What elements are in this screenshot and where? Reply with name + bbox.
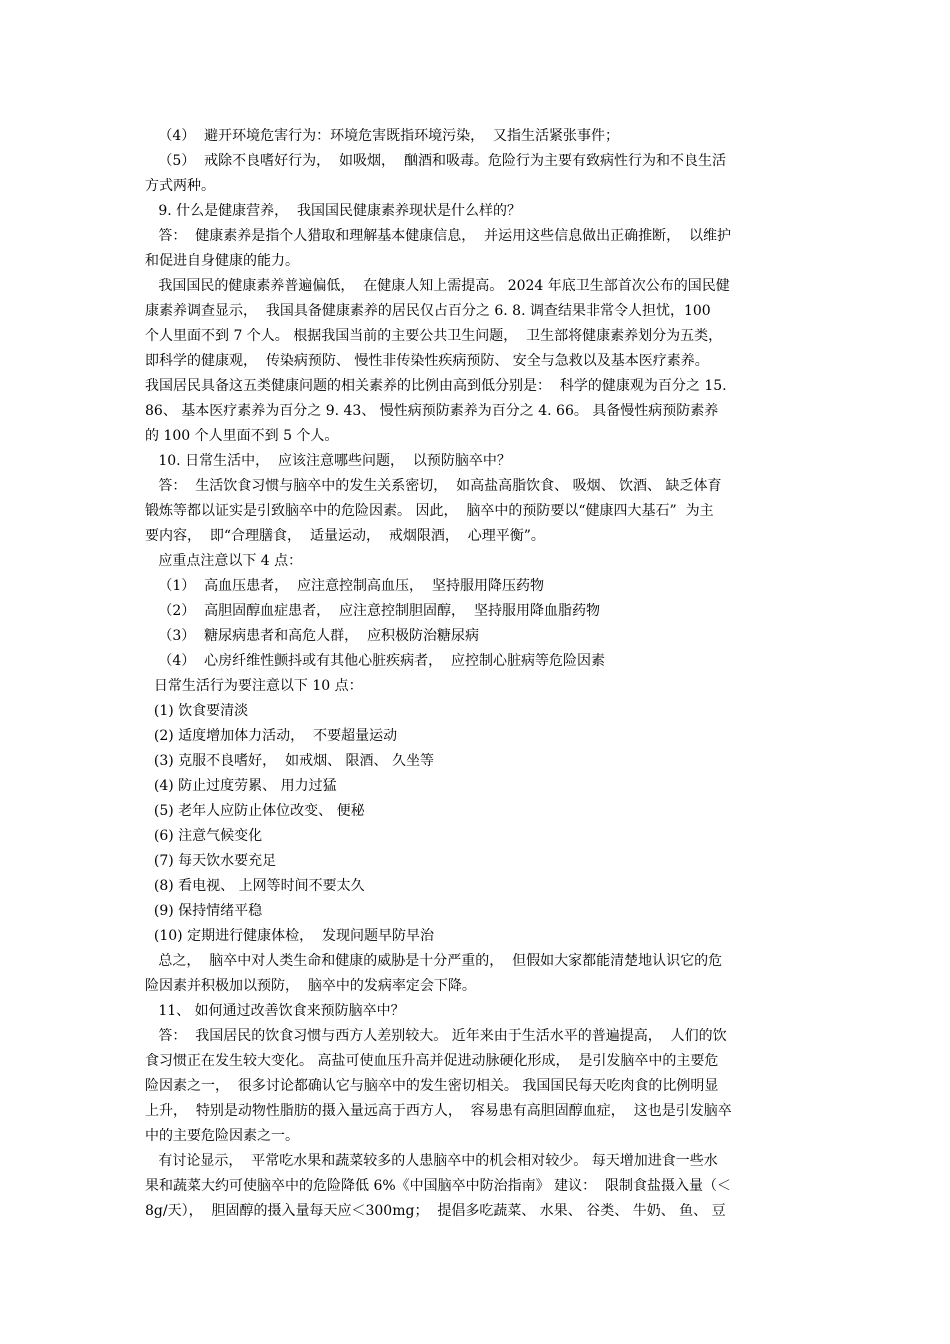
text-line: 8g/天）， 胆固醇的摄入量每天应＜300mg； 提倡多吃蔬菜、 水果、 谷类、 牛奶、 鱼、 豆 — [145, 1203, 726, 1219]
text-line: 果和蔬菜大约可使脑卒中的危险降低 6%《中国脑卒中防治指南》 建议： 限制食盐摄入量（＜ — [145, 1178, 732, 1194]
text-line: （1） 高血压患者， 应注意控制高血压， 坚持服用降压药物 — [145, 578, 544, 594]
text-line: 锻炼等都以证实是引致脑卒中的危险因素。 因此， 脑卒中的预防要以“健康四大基石” 为主 — [145, 503, 714, 519]
text-line: 要内容， 即“合理膳食， 适量运动， 戒烟限酒， 心理平衡”。 — [145, 528, 545, 544]
text-line: 应重点注意以下 4 点： — [145, 553, 303, 569]
text-line: (8) 看电视、 上网等时间不要太久 — [145, 878, 365, 894]
text-line: 和促进自身健康的能力。 — [145, 253, 299, 269]
text-line: (1) 饮食要清淡 — [145, 703, 249, 719]
text-line: 日常生活行为要注意以下 10 点： — [145, 678, 363, 694]
text-line: 总之， 脑卒中对人类生命和健康的威胁是十分严重的， 但假如大家都能清楚地认识它的危 — [145, 953, 723, 969]
text-line: 险因素并积极加以预防， 脑卒中的发病率定会下降。 — [145, 978, 476, 994]
text-line: (4) 防止过度劳累、 用力过猛 — [145, 778, 337, 794]
text-line: (7) 每天饮水要充足 — [145, 853, 277, 869]
text-line: 险因素之一， 很多讨论都确认它与脑卒中的发生密切相关。 我国国民每天吃肉食的比例明显 — [145, 1078, 719, 1094]
text-line: 10. 日常生活中， 应该注意哪些问题， 以预防脑卒中？ — [145, 453, 511, 469]
text-line: 答： 生活饮食习惯与脑卒中的发生关系密切， 如高盐高脂饮食、 吸烟、 饮酒、 缺乏体育 — [145, 478, 722, 494]
text-line: 个人里面不到 7 个人。 根据我国当前的主要公共卫生问题， 卫生部将健康素养划分为五类， — [145, 328, 723, 344]
text-line: (2) 适度增加体力活动， 不要超量运动 — [145, 728, 398, 744]
document-body — [145, 124, 807, 1224]
text-line: (3) 克服不良嗜好， 如戒烟、 限酒、 久坐等 — [145, 753, 434, 769]
text-line: 答： 健康素养是指个人猎取和理解基本健康信息， 并运用这些信息做出正确推断， 以维护 — [145, 228, 732, 244]
text-line: （5） 戒除不良嗜好行为， 如吸烟， 酗酒和吸毒。危险行为主要有致病性行为和不良生活 — [145, 153, 726, 169]
text-line: 86、 基本医疗素养为百分之 9. 43、 慢性病预防素养为百分之 4. 66。 具备慢性病预防素养 — [145, 403, 719, 419]
text-line: 我国居民具备这五类健康问题的相关素养的比例由高到低分别是： 科学的健康观为百分之 15. — [145, 378, 727, 394]
text-line: 方式两种。 — [145, 178, 215, 194]
text-line: 康素养调查显示， 我国具备健康素养的居民仅占百分之 6. 8. 调查结果非常令人担忧，100 — [145, 303, 711, 319]
text-line: (10) 定期进行健康体检， 发现问题早防早治 — [145, 928, 434, 944]
text-line: 我国国民的健康素养普遍偏低， 在健康人知上需提高。 2024 年底卫生部首次公布的国民健 — [145, 278, 730, 294]
text-line: （4） 心房纤维性颤抖或有其他心脏疾病者， 应控制心脏病等危险因素 — [145, 653, 606, 669]
text-line: 9. 什么是健康营养， 我国国民健康素养现状是什么样的？ — [145, 203, 522, 219]
text-line: 答： 我国居民的饮食习惯与西方人差别较大。 近年来由于生活水平的普遍提高， 人们的饮 — [145, 1028, 727, 1044]
text-line: 的 100 个人里面不到 5 个人。 — [145, 428, 339, 444]
text-line: 中的主要危险因素之一。 — [145, 1128, 299, 1144]
text-line: （2） 高胆固醇血症患者， 应注意控制胆固醇， 坚持服用降血脂药物 — [145, 603, 600, 619]
text-line: （4） 避开环境危害行为：环境危害既指环境污染， 又指生活紧张事件； — [145, 128, 620, 144]
text-line: （3） 糖尿病患者和高危人群， 应积极防治糖尿病 — [145, 628, 480, 644]
text-line: 有讨论显示， 平常吃水果和蔬菜较多的人患脑卒中的机会相对较少。 每天增加进食一些水 — [145, 1153, 718, 1169]
text-line: (6) 注意气候变化 — [145, 828, 263, 844]
text-line: (5) 老年人应防止体位改变、 便秘 — [145, 803, 365, 819]
text-line: 即科学的健康观， 传染病预防、 慢性非传染性疾病预防、 安全与急救以及基本医疗素养。 — [145, 353, 709, 369]
text-line: (9) 保持情绪平稳 — [145, 903, 263, 919]
text-line: 食习惯正在发生较大变化。 高盐可使血压升高并促进动脉硬化形成， 是引发脑卒中的主要危 — [145, 1053, 719, 1069]
text-line: 11、 如何通过改善饮食来预防脑卒中？ — [145, 1003, 405, 1019]
text-line: 上升， 特别是动物性脂肪的摄入量远高于西方人， 容易患有高胆固醇血症， 这也是引发脑卒 — [145, 1103, 732, 1119]
